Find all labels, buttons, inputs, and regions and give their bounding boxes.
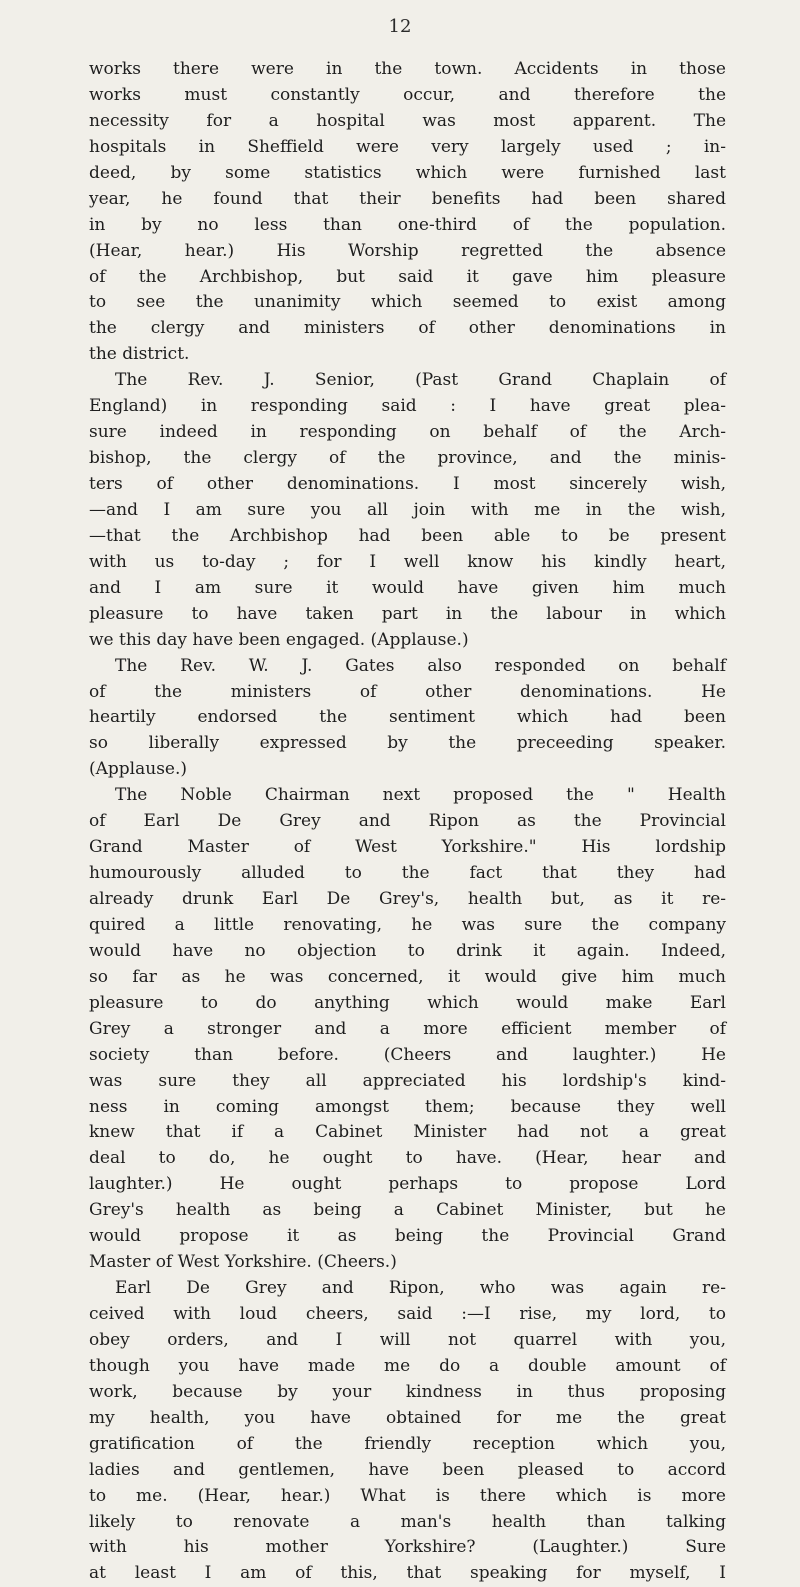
text-line: of Earl De Grey and Ripon as the Provincial [89,811,726,832]
text-line: (Applause.) [89,759,188,780]
text-line: The Noble Chairman next proposed the " Health [115,785,726,806]
text-line: laughter.) He ought perhaps to propose Lord [89,1174,726,1195]
text-line: and I am sure it would have given him much [89,577,726,598]
text-line: would propose it as being the Provincial Grand [89,1226,726,1247]
text-line: Master of West Yorkshire. (Cheers.) [89,1252,397,1273]
text-line: already drunk Earl De Grey's, health but, as it re- [89,889,726,909]
text-line: at least I am of this, that speaking for myself, I [89,1563,726,1584]
text-line: with his mother Yorkshire? (Laughter.) Sure [89,1537,726,1558]
text-line: so far as he was concerned, it would give him much [89,966,726,987]
text-line: The Rev. J. Senior, (Past Grand Chaplain of [115,370,726,391]
text-line: though you have made me do a double amount of [89,1355,726,1376]
text-line: The Rev. W. J. Gates also responded on behalf [115,655,726,676]
page-number: 12 [388,16,412,37]
text-line: would have no objection to drink it again. Indeed, [89,940,726,961]
text-line: obey orders, and I will not quarrel with you, [89,1329,726,1350]
text-line: the clergy and ministers of other denominations in [89,318,726,339]
text-line: deal to do, he ought to have. (Hear, hear and [89,1148,726,1169]
text-line: pleasure to have taken part in the labour in which [89,603,726,624]
text-line: deed, by some statistics which were furnished last [89,162,726,183]
text-line: Earl De Grey and Ripon, who was again re- [115,1278,726,1299]
text-line: ness in coming amongst them; because they well [89,1096,726,1117]
text-line: year, he found that their benefits had been shared [89,188,726,209]
text-line: ters of other denominations. I most sincerely wish, [89,474,726,494]
text-line: England) in responding said : I have great plea- [89,396,726,417]
text-column [89,57,726,1587]
text-line: in by no less than one-third of the population. [89,214,726,235]
text-line: ceived with loud cheers, said :—I rise, my lord, to [89,1304,726,1324]
text-line: ladies and gentlemen, have been pleased to accord [89,1459,726,1480]
text-line: my health, you have obtained for me the great [89,1407,726,1428]
text-line: we this day have been engaged. (Applause.) [89,629,469,650]
text-line: of the ministers of other denominations. He [89,681,726,702]
text-line: of the Archbishop, but said it gave him pleasure [89,266,726,287]
text-line: humourously alluded to the fact that they had [89,863,726,884]
text-line: heartily endorsed the sentiment which had been [89,707,726,728]
text-line: hospitals in Sheffield were very largely used ; in- [89,136,726,157]
text-line: Grey a stronger and a more efficient member of [89,1018,726,1039]
text-line: bishop, the clergy of the province, and the minis- [89,448,726,469]
text-line: work, because by your kindness in thus proposing [89,1381,726,1402]
text-line: (Hear, hear.) His Worship regretted the absence [89,240,726,261]
text-line: with us to-day ; for I well know his kindly heart, [89,551,726,572]
text-line: society than before. (Cheers and laughter.) He [89,1044,726,1065]
text-line: works must constantly occur, and therefore the [89,84,726,105]
text-line: necessity for a hospital was most apparent. The [89,110,726,131]
text-line: so liberally expressed by the preceeding speaker. [89,733,726,754]
text-line: quired a little renovating, he was sure the company [89,914,726,935]
text-line: works there were in the town. Accidents in those [89,59,726,79]
text-line: gratification of the friendly reception which you, [89,1433,726,1454]
text-line: to me. (Hear, hear.) What is there which is more [89,1485,726,1506]
text-line: pleasure to do anything which would make Earl [89,992,726,1013]
text-line: knew that if a Cabinet Minister had not a great [89,1122,726,1143]
text-line: the district. [89,344,190,365]
text-line: —and I am sure you all join with me in the wish, [89,499,726,520]
text-line: likely to renovate a man's health than talking [89,1511,726,1532]
text-line: was sure they all appreciated his lordship's kind- [89,1070,726,1091]
text-line: sure indeed in responding on behalf of the Arch- [89,422,726,443]
text-line: Grey's health as being a Cabinet Minister, but he [89,1200,726,1221]
text-line: —that the Archbishop had been able to be present [89,525,726,546]
text-line: to see the unanimity which seemed to exist among [89,292,726,313]
text-line: Grand Master of West Yorkshire." His lordship [89,837,726,858]
